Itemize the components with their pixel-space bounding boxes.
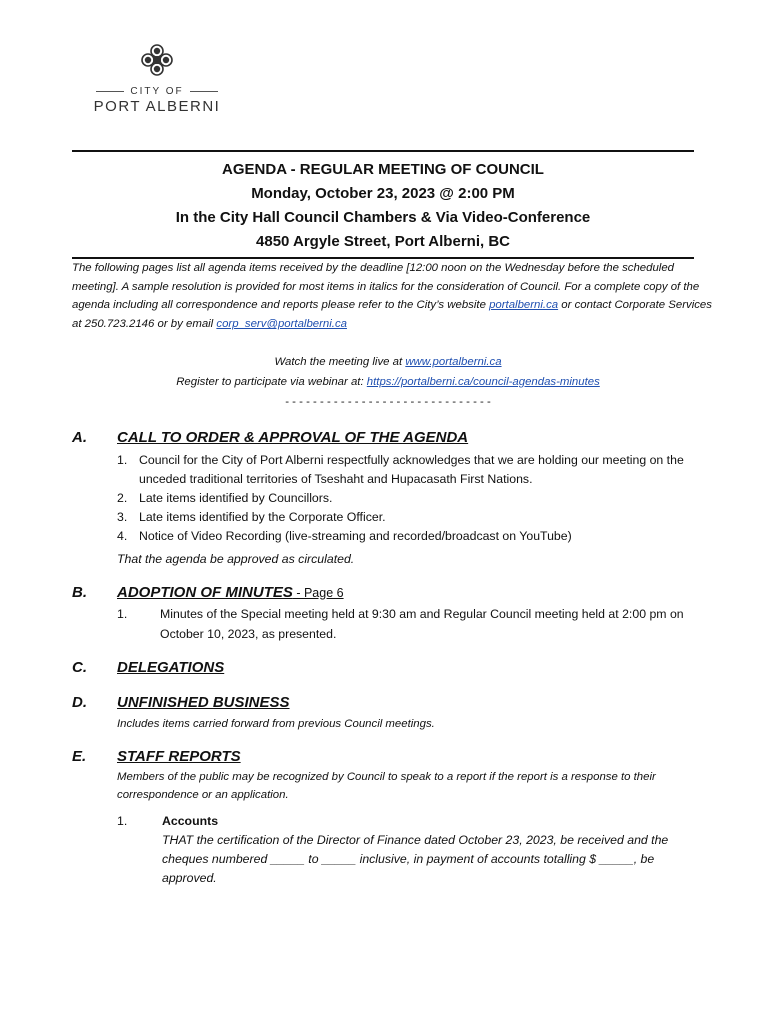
website-link[interactable]: portalberni.ca <box>489 299 559 312</box>
accounts-heading: Accounts <box>162 814 219 828</box>
section-b-title-text: ADOPTION OF MINUTES <box>117 584 293 601</box>
register-prefix: Register to participate via webinar at: <box>176 376 367 388</box>
watch-info <box>72 352 704 412</box>
section-d-title: UNFINISHED BUSINESS <box>117 694 290 711</box>
watch-live-link[interactable]: www.portalberni.ca <box>405 356 502 368</box>
city-logo <box>92 40 222 115</box>
list-item: 2. Late items identified by Councillors. <box>117 491 333 505</box>
top-divider <box>72 150 694 152</box>
section-a-list <box>117 451 697 569</box>
list-item: 3. Late items identified by the Corporate Officer. <box>117 510 386 524</box>
section-e-title: STAFF REPORTS <box>117 748 241 765</box>
meeting-address: 4850 Argyle Street, Port Alberni, BC <box>256 233 510 250</box>
logo-city-of: CITY OF <box>130 86 184 97</box>
section-c-title: DELEGATIONS <box>117 659 225 676</box>
intro-text-2: or contact Corporate Services at 250.723.2146 or by email <box>72 299 712 331</box>
section-a-title: CALL TO ORDER & APPROVAL OF THE AGENDA <box>117 429 469 446</box>
webinar-link[interactable]: https://portalberni.ca/council-agendas-minutes <box>366 376 600 388</box>
section-a-resolution: That the agenda be approved as circulated. <box>117 552 355 566</box>
logo-rule-left <box>96 91 124 92</box>
section-e-letter: E. <box>72 748 87 765</box>
accounts-resolution: THAT the certification of the Director of Finance dated October 23, 2023, be received and the cheques numbered _____ to _____ inclusive, in payment of accounts totalling $ _____, be approved. <box>162 833 669 885</box>
agenda-title: AGENDA - REGULAR MEETING OF COUNCIL <box>222 161 544 178</box>
flower-emblem-icon <box>137 40 177 80</box>
dashed-separator: - - - - - - - - - - - - - - - - - - - - - - - - - - - - - - <box>285 396 491 408</box>
list-item: 1. Council for the City of Port Alberni respectfully acknowledges that we are holding our meeting on the unceded traditional territories of Tseshaht and Hupacasath First Nations. <box>117 453 684 486</box>
section-b-title <box>117 584 344 601</box>
list-item: 4. Notice of Video Recording (live-streaming and recorded/broadcast on YouTube) <box>117 529 572 543</box>
section-e-item-accounts: 1. Accounts THAT the certification of the Director of Finance dated October 23, 2023, be received and the cheques numbered _____ to _____ inclusive, in payment of accounts totalling $ _____, be approved. <box>117 812 707 888</box>
section-b-letter: B. <box>72 584 87 601</box>
section-b-page-ref: - Page 6 <box>292 586 344 600</box>
logo-rule-right <box>190 91 218 92</box>
meeting-date: Monday, October 23, 2023 @ 2:00 PM <box>251 185 515 202</box>
meeting-venue: In the City Hall Council Chambers & Via Video-Conference <box>175 209 591 226</box>
section-c-letter: C. <box>72 659 87 676</box>
intro-text-1: The following pages list all agenda items received by the deadline [12:00 noon on the Wednesday before the scheduled meeting]. A sample resolution is provided for most items in italics for the consideration of Council. For a complete copy of the agenda including all correspondence and reports please refer to the City’s website <box>72 262 700 312</box>
logo-port-alberni: PORT ALBERNI <box>93 98 221 115</box>
section-d-note: Includes items carried forward from previous Council meetings. <box>117 718 435 730</box>
section-a-letter: A. <box>72 429 87 446</box>
section-b-item: 1. Minutes of the Special meeting held at 9:30 am and Regular Council meeting held at 2:00 pm on October 10, 2023, as presented. <box>117 607 684 641</box>
agenda-title-block <box>72 158 694 254</box>
watch-prefix: Watch the meeting live at <box>274 356 406 368</box>
section-d-letter: D. <box>72 694 87 711</box>
section-e-note: Members of the public may be recognized by Council to speak to a report if the report is a response to their correspondence or an application. <box>117 771 656 801</box>
intro-paragraph <box>72 259 712 334</box>
email-link[interactable]: corp_serv@portalberni.ca <box>216 318 347 331</box>
